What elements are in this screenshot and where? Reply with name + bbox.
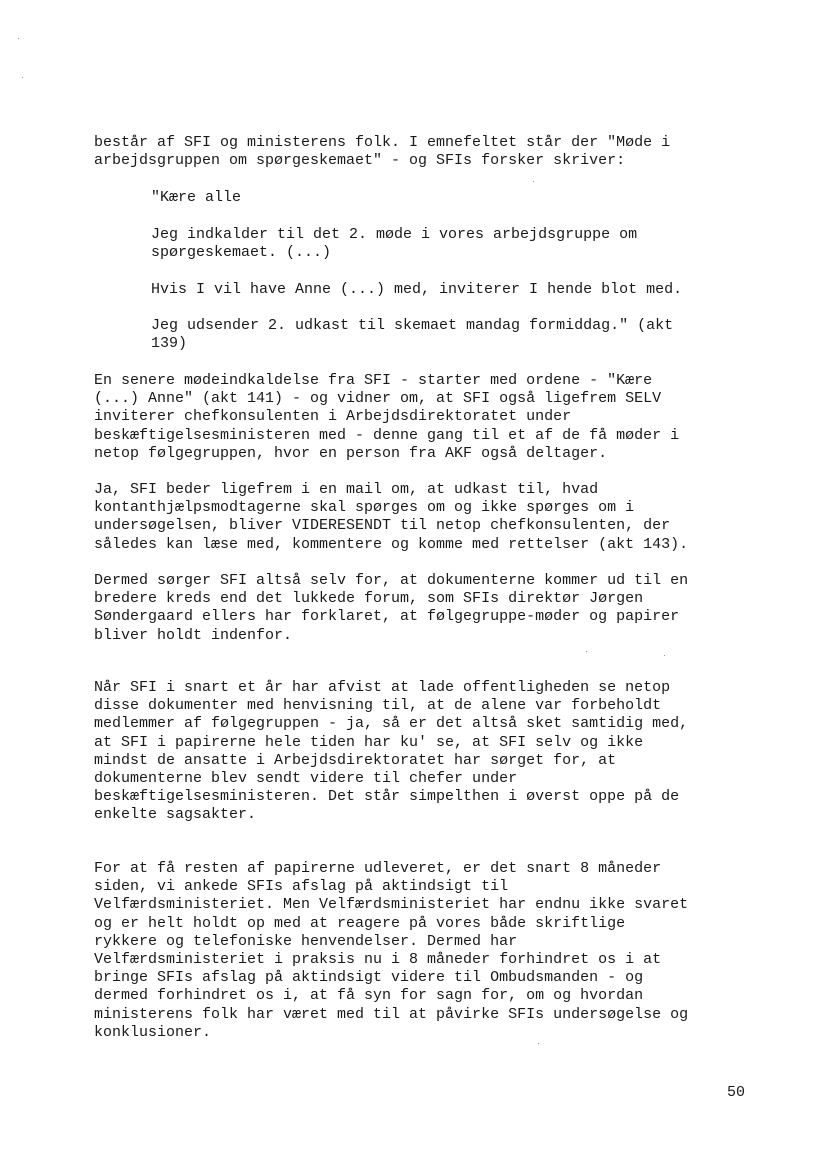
quote-paragraph-invitation: Jeg indkalder til det 2. møde i vores arbejdsgruppe om spørgeskemaet. (...) bbox=[151, 226, 638, 262]
paragraph-meeting-invite: En senere mødeindkaldelse fra SFI - starter med ordene - "Kære (...) Anne" (akt 141) - og vidner om, at SFI også ligefrem SELV inviterer chefkonsulenten i Arbejdsdirektoratet under beskæftigelsesministeren med - denne gang til et af de få møder i netop følgegruppen, hvor en person fra AKF også deltager. bbox=[94, 372, 680, 462]
quote-line-greeting: "Kære alle bbox=[151, 189, 242, 206]
paragraph-forwarded-mail: Ja, SFI beder ligefrem i en mail om, at udkast til, hvad kontanthjælpsmodtagerne skal spørges om og ikke spørges om i undersøgelsen, bliver VIDERESENDT til netop chefkonsulenten, der således kan læse med, kommentere og komme med rettelser (akt 143). bbox=[94, 481, 689, 553]
quote-paragraph-draft: Jeg udsender 2. udkast til skemaet mandag formiddag." (akt 139) bbox=[151, 317, 674, 353]
scan-speck bbox=[664, 655, 665, 656]
paragraph-intro: består af SFI og ministerens folk. I emnefeltet står der "Møde i arbejdsgruppen om spørgeskemaet" - og SFIs forsker skriver: bbox=[94, 134, 671, 170]
scan-speck bbox=[586, 651, 587, 652]
quote-paragraph-anne: Hvis I vil have Anne (...) med, inviterer I hende blot med. bbox=[151, 281, 683, 298]
paragraph-wider-circle: Dermed sørger SFI altså selv for, at dokumenterne kommer ud til en bredere kreds end det lukkede forum, som SFIs direktør Jørgen Søndergaard ellers har forklaret, at følgegruppe-møder og papirer bliver holdt indenfor. bbox=[94, 572, 689, 644]
scan-speck bbox=[538, 1043, 539, 1044]
paragraph-appeal: For at få resten af papirerne udleveret, er det snart 8 måneder siden, vi ankede SFIs afslag på aktindsigt til Velfærdsministeriet. Men Velfærdsministeriet har endnu ikke svaret og er helt holdt op med at reagere på vores både skriftlige rykkere og telefoniske henvendelser. Dermed har Velfærdsministeriet i praksis nu i 8 måneder forhindret os i at bringe SFIs afslag på aktindsigt videre til Ombudsmanden - og dermed forhindret os i, at få syn for sagn for, om og hvordan ministerens folk har været med til at påvirke SFIs undersøgelse og konklusioner. bbox=[94, 860, 689, 1041]
paragraph-refusal: Når SFI i snart et år har afvist at lade offentligheden se netop disse dokumenter med henvisning til, at de alene var forbeholdt medlemmer af følgegruppen - ja, så er det altså sket samtidig med, at SFI i papirerne hele tiden har ku' se, at SFI selv og ikke mindst de ansatte i Arbejdsdirektoratet har sørget for, at dokumenterne blev sendt videre til chefer under beskæftigelsesministeren. Det står simpelthen i øverst oppe på de enkelte sagsakter. bbox=[94, 679, 689, 824]
scan-speck bbox=[533, 181, 534, 182]
page-number: 50 bbox=[727, 1084, 746, 1101]
scan-speck bbox=[22, 77, 23, 78]
scan-speck bbox=[18, 38, 19, 39]
